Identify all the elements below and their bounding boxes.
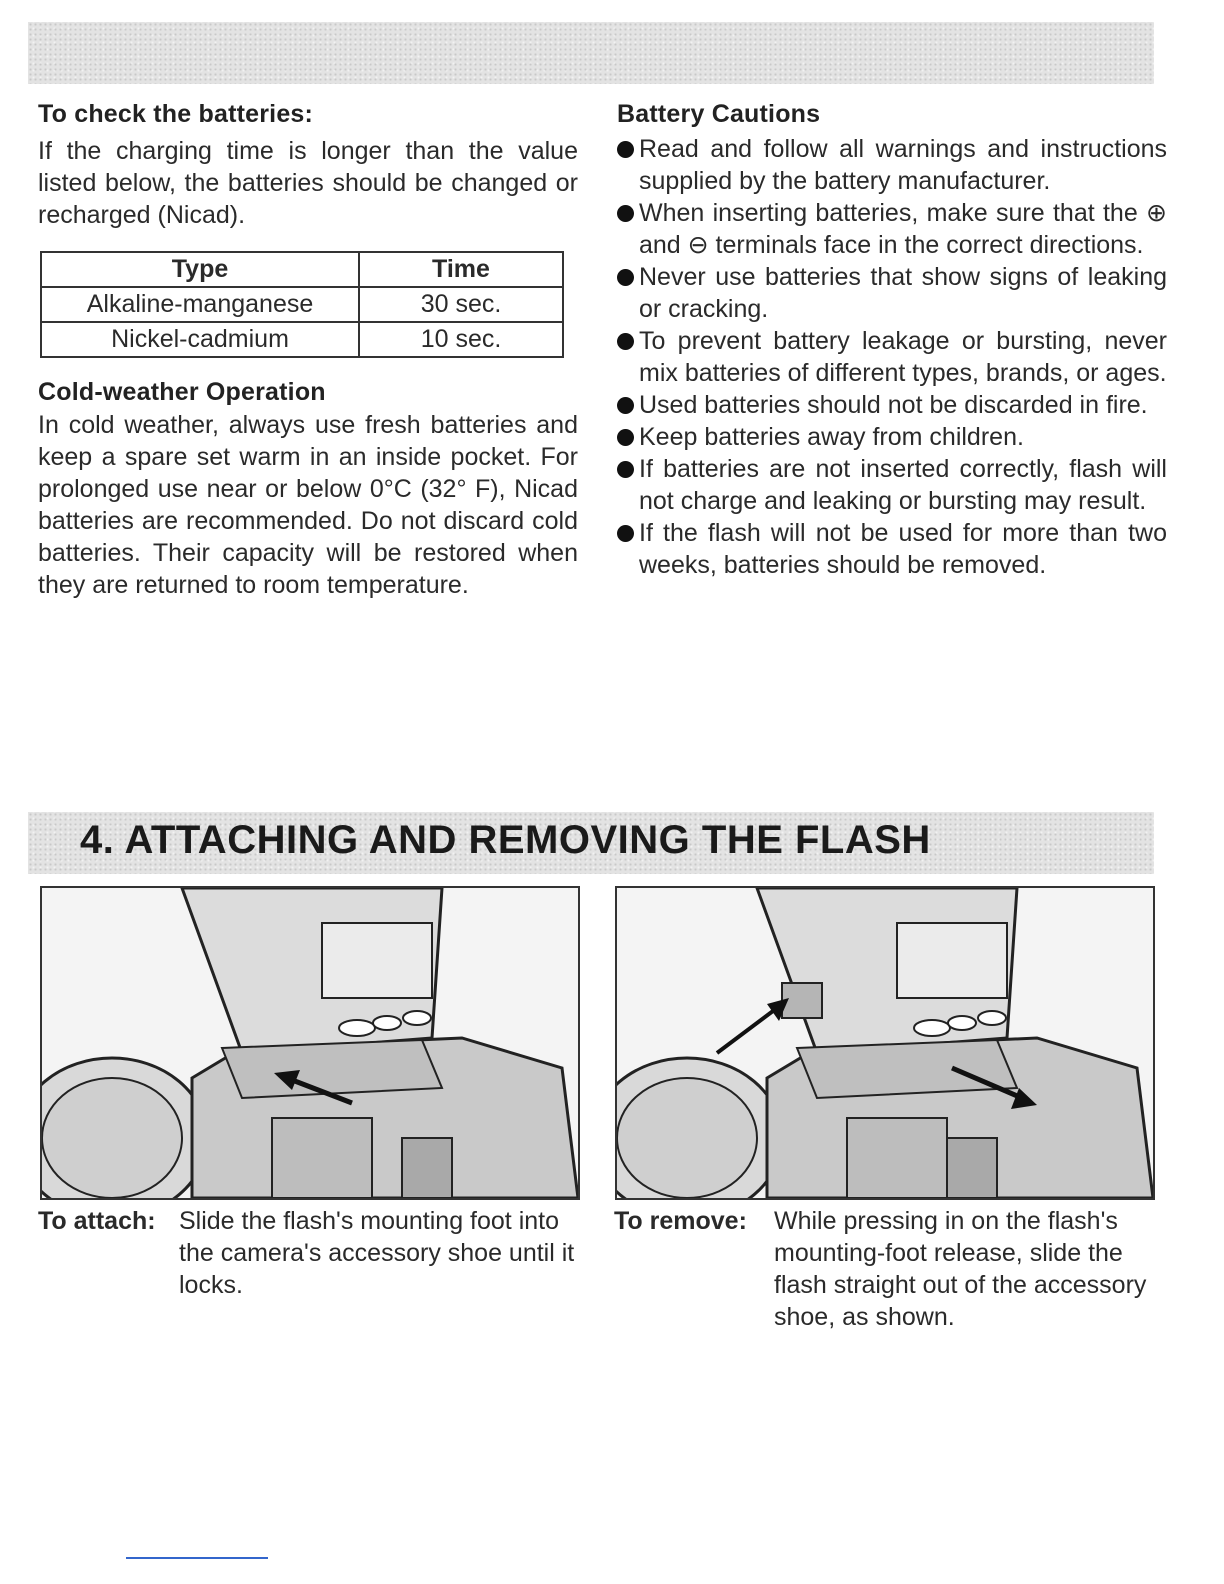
- check-batteries-text: If the charging time is longer than the value listed below, the batteries should be changed or recharged (Nicad).: [38, 137, 578, 229]
- list-item: [617, 261, 1167, 325]
- caution-text: If batteries are not inserted correctly, flash will not charge and leaking or bursting may result.: [639, 455, 1167, 515]
- check-batteries-heading: To check the batteries:: [38, 100, 314, 128]
- flash-attach-drawing: [42, 888, 578, 1198]
- bullet-icon: [617, 141, 634, 158]
- list-item: [617, 421, 1167, 453]
- caution-text: Keep batteries away from children.: [639, 423, 1024, 451]
- caution-text: If the flash will not be used for more than two weeks, batteries should be removed.: [639, 519, 1167, 579]
- table-cell-time: 10 sec.: [359, 322, 563, 357]
- remove-text: While pressing in on the flash's mounting-foot release, slide the flash straight out of the accessory shoe, as shown.: [774, 1207, 1147, 1331]
- list-item: [617, 197, 1167, 261]
- battery-cautions-heading: Battery Cautions: [617, 100, 821, 128]
- remove-caption: To remove: While pressing in on the flash's mounting-foot release, slide the flash straight out of the accessory shoe, as shown.: [614, 1205, 1164, 1237]
- table-row: [41, 322, 563, 357]
- charging-time-table: [40, 251, 564, 358]
- bullet-icon: [617, 205, 634, 222]
- list-item: [617, 389, 1167, 421]
- table-header-time: Time: [359, 252, 563, 287]
- section-title: 4. ATTACHING AND REMOVING THE FLASH: [80, 818, 931, 862]
- footer-rule: [126, 1557, 268, 1559]
- list-item: [617, 325, 1167, 389]
- cold-weather-section: [38, 378, 578, 601]
- table-header-row: [41, 252, 563, 287]
- list-item: [617, 517, 1167, 581]
- top-header-band: [28, 22, 1154, 84]
- attach-flash-illustration: [40, 886, 580, 1200]
- caution-text: To prevent battery leakage or bursting, never mix batteries of different types, brands, or ages.: [639, 327, 1167, 387]
- caution-text: Read and follow all warnings and instructions supplied by the battery manufacturer.: [639, 135, 1167, 195]
- left-column: [38, 100, 578, 601]
- attach-label: To attach: [38, 1207, 148, 1235]
- list-item: [617, 133, 1167, 197]
- flash-remove-drawing: [617, 888, 1153, 1198]
- table-cell-time: 30 sec.: [359, 287, 563, 322]
- attach-caption: To attach: Slide the flash's mounting foot into the camera's accessory shoe until it locks.: [38, 1207, 575, 1299]
- remove-flash-illustration: [615, 886, 1155, 1200]
- caution-text: Never use batteries that show signs of leaking or cracking.: [639, 263, 1167, 323]
- table-cell-type: Alkaline-manganese: [41, 287, 359, 322]
- bullet-icon: [617, 525, 634, 542]
- caution-text: When inserting batteries, make sure that the ⊕ and ⊖ terminals face in the correct directions.: [639, 199, 1167, 259]
- right-column: [617, 100, 1167, 581]
- bullet-icon: [617, 333, 634, 350]
- bullet-icon: [617, 461, 634, 478]
- table-cell-type: Nickel-cadmium: [41, 322, 359, 357]
- cold-weather-text: In cold weather, always use fresh batteries and keep a spare set warm in an inside pocket. For prolonged use near or below 0°C (32° F), Nicad batteries are recommended. Do not discard cold batteries. Their capacity will be restored when they are returned to room temperature.: [38, 411, 578, 599]
- bullet-icon: [617, 269, 634, 286]
- attach-text: Slide the flash's mounting foot into the camera's accessory shoe until it locks.: [179, 1207, 575, 1299]
- bullet-icon: [617, 429, 634, 446]
- table-header-type: Type: [41, 252, 359, 287]
- bullet-icon: [617, 397, 634, 414]
- list-item: [617, 453, 1167, 517]
- cold-weather-heading: Cold-weather Operation: [38, 378, 326, 406]
- table-row: [41, 287, 563, 322]
- battery-cautions-list: [617, 133, 1167, 581]
- remove-label: To remove: [614, 1207, 739, 1235]
- caution-text: Used batteries should not be discarded in fire.: [639, 391, 1148, 419]
